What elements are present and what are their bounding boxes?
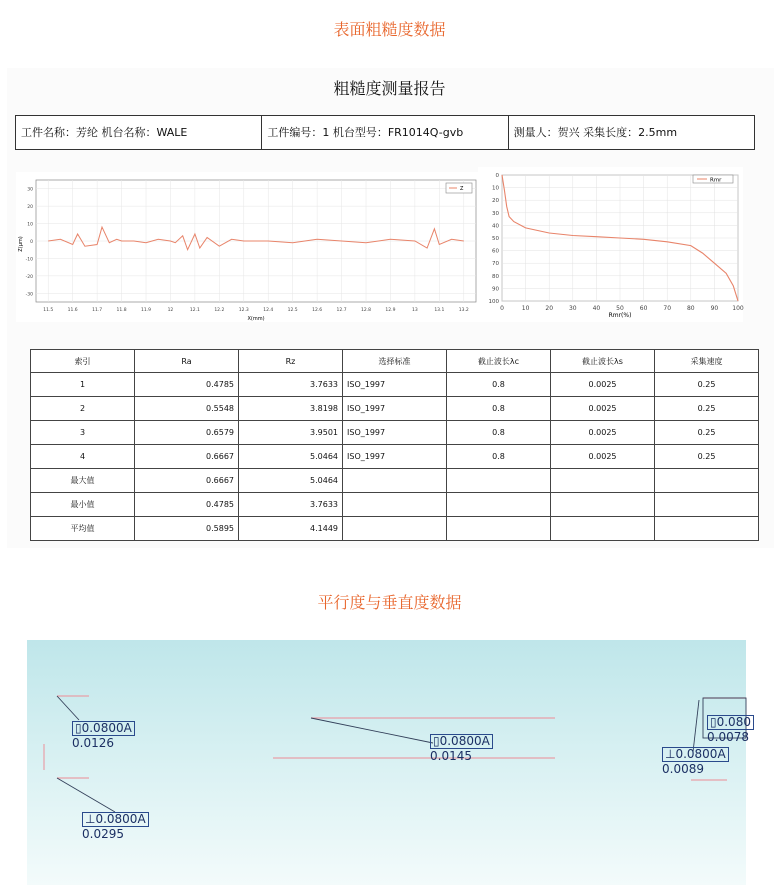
table-cell: 0.0025 <box>551 421 655 445</box>
x-tick-label: 60 <box>639 305 648 312</box>
parallelism-section-title: 平行度与垂直度数据 <box>317 593 462 612</box>
x-tick-label: 12.2 <box>214 308 225 313</box>
tolerance-label: ⊥0.0800A <box>662 747 729 762</box>
rmr-xlabel: Rmr(%) <box>608 312 632 319</box>
table-cell: 平均值 <box>31 517 135 541</box>
x-tick-label: 11.5 <box>43 308 54 313</box>
table-cell: 0.6667 <box>135 469 239 493</box>
y-tick-label: -20 <box>25 274 33 280</box>
info-workpiece-number: 工件编号：1 机台型号：FR1014Q-gvb <box>262 116 508 149</box>
profile-ylabel: Z(μm) <box>18 236 24 252</box>
roughness-section-title: 表面粗糙度数据 <box>333 20 446 39</box>
tolerance-label: ▯0.0800A <box>430 734 493 749</box>
col-standard: 选择标准 <box>343 350 447 373</box>
table-cell: 4.1449 <box>239 517 343 541</box>
y-tick-label: 0 <box>495 173 499 179</box>
col-lambda-c: 截止波长λc <box>447 350 551 373</box>
table-cell: 0.8 <box>447 397 551 421</box>
x-tick-label: 11.7 <box>92 308 103 313</box>
measured-value: 0.0078 <box>707 730 749 744</box>
table-cell: 0.5895 <box>135 517 239 541</box>
x-tick-label: 12.3 <box>238 308 249 313</box>
info-workpiece: 工件名称：芳纶 机台名称：WALE <box>16 116 262 149</box>
table-header-row <box>31 350 759 373</box>
table-cell: 2 <box>31 397 135 421</box>
table-cell <box>447 469 551 493</box>
y-tick-label: 50 <box>492 236 499 242</box>
profile-chart-svg <box>16 172 480 322</box>
table-cell <box>447 493 551 517</box>
table-cell <box>343 493 447 517</box>
table-cell <box>551 493 655 517</box>
y-tick-label: 70 <box>492 261 499 268</box>
table-cell <box>655 517 759 541</box>
y-tick-label: 60 <box>492 248 499 255</box>
table-row <box>31 493 759 517</box>
x-tick-label: 12.5 <box>287 308 298 313</box>
col-rz: Rz <box>239 350 343 373</box>
table-cell: 0.6667 <box>135 445 239 469</box>
table-cell: ISO_1997 <box>343 397 447 421</box>
table-cell: 3.7633 <box>239 373 343 397</box>
table-cell: 0.25 <box>655 445 759 469</box>
col-speed: 采集速度 <box>655 350 759 373</box>
x-tick-label: 12.8 <box>360 308 372 313</box>
table-cell: 0.0025 <box>551 445 655 469</box>
rmr-chart-svg <box>478 167 743 322</box>
table-cell <box>343 469 447 493</box>
rmr-legend: Rmr <box>710 177 722 184</box>
table-cell: 5.0464 <box>239 469 343 493</box>
x-tick-label: 11.8 <box>116 308 127 313</box>
col-ra: Ra <box>135 350 239 373</box>
table-cell: 0.25 <box>655 373 759 397</box>
y-tick-label: -10 <box>25 257 33 263</box>
x-tick-label: 11.9 <box>140 308 152 313</box>
measurement-tag-2 <box>430 734 493 764</box>
x-tick-label: 20 <box>545 305 554 312</box>
table-row <box>31 517 759 541</box>
measurement-tag-4 <box>707 715 754 745</box>
y-tick-label: 100 <box>488 299 499 305</box>
x-tick-label: 13.2 <box>458 308 469 313</box>
roughness-table <box>30 349 759 541</box>
table-row <box>31 373 759 397</box>
profile-chart <box>16 172 480 322</box>
measured-value: 0.0089 <box>662 762 704 776</box>
table-cell: 4 <box>31 445 135 469</box>
table-cell: ISO_1997 <box>343 421 447 445</box>
table-cell: 0.0025 <box>551 373 655 397</box>
photo-lines <box>27 640 746 885</box>
x-tick-label: 90 <box>710 305 719 312</box>
profile-legend: Z <box>460 186 464 192</box>
table-cell: 最小值 <box>31 493 135 517</box>
table-cell: 3.9501 <box>239 421 343 445</box>
y-tick-label: 10 <box>27 222 33 228</box>
table-cell: 1 <box>31 373 135 397</box>
table-cell: 3.8198 <box>239 397 343 421</box>
x-tick-label: 30 <box>568 305 577 312</box>
y-tick-label: 90 <box>492 286 499 293</box>
table-cell <box>551 517 655 541</box>
x-tick-label: 11.6 <box>67 308 78 313</box>
measurement-tag-5 <box>82 812 149 842</box>
table-row <box>31 445 759 469</box>
table-cell <box>447 517 551 541</box>
table-cell: 0.8 <box>447 445 551 469</box>
table-cell: ISO_1997 <box>343 445 447 469</box>
y-tick-label: 20 <box>492 198 499 205</box>
x-tick-label: 10 <box>521 305 530 312</box>
x-tick-label: 12.1 <box>189 308 200 313</box>
table-cell: 3 <box>31 421 135 445</box>
rmr-chart <box>478 167 743 322</box>
table-cell: 0.25 <box>655 397 759 421</box>
col-lambda-s: 截止波长λs <box>551 350 655 373</box>
x-tick-label: 100 <box>732 305 744 312</box>
table-cell: 5.0464 <box>239 445 343 469</box>
col-index: 索引 <box>31 350 135 373</box>
x-tick-label: 70 <box>663 305 672 312</box>
table-cell: 0.6579 <box>135 421 239 445</box>
table-cell: 0.8 <box>447 421 551 445</box>
y-tick-label: 10 <box>492 185 499 192</box>
table-cell: 0.4785 <box>135 373 239 397</box>
table-cell <box>655 493 759 517</box>
table-cell: ISO_1997 <box>343 373 447 397</box>
x-tick-label: 12.4 <box>263 308 274 313</box>
table-cell <box>343 517 447 541</box>
x-tick-label: 12.7 <box>336 308 347 313</box>
tolerance-label: ▯0.080 <box>707 715 754 730</box>
x-tick-label: 12 <box>167 308 174 313</box>
x-tick-label: 50 <box>616 305 624 312</box>
table-cell: 0.5548 <box>135 397 239 421</box>
y-tick-label: 40 <box>492 223 499 230</box>
x-tick-label: 40 <box>592 305 601 312</box>
report-title: 粗糙度测量报告 <box>333 79 446 98</box>
x-tick-label: 0 <box>500 305 504 312</box>
measurement-photo <box>27 640 751 885</box>
profile-xlabel: X(mm) <box>247 316 265 322</box>
x-tick-label: 80 <box>686 305 695 312</box>
info-measurer: 测量人：贺兴 采集长度：2.5mm <box>513 126 678 139</box>
table-cell <box>655 469 759 493</box>
y-tick-label: 30 <box>27 187 33 193</box>
x-tick-label: 12.9 <box>385 308 396 313</box>
y-tick-label: 20 <box>27 205 33 211</box>
table-cell: 0.0025 <box>551 397 655 421</box>
measured-value: 0.0145 <box>430 749 472 763</box>
measured-value: 0.0126 <box>72 736 114 750</box>
y-tick-label: 0 <box>30 240 33 245</box>
table-row <box>31 397 759 421</box>
table-cell: 3.7633 <box>239 493 343 517</box>
table-cell: 0.8 <box>447 373 551 397</box>
info-bar <box>15 115 755 150</box>
measured-value: 0.0295 <box>82 827 124 841</box>
measurement-tag-3 <box>662 747 729 777</box>
table-cell: 0.4785 <box>135 493 239 517</box>
x-tick-label: 12.6 <box>312 308 323 313</box>
y-tick-label: -30 <box>25 292 33 298</box>
table-cell: 0.25 <box>655 421 759 445</box>
measurement-tag-1 <box>72 721 135 751</box>
y-tick-label: 80 <box>492 273 499 280</box>
y-tick-label: 30 <box>492 210 499 217</box>
table-cell: 最大值 <box>31 469 135 493</box>
table-cell <box>551 469 655 493</box>
x-tick-label: 13.1 <box>434 308 445 313</box>
table-row <box>31 469 759 493</box>
tolerance-label: ⊥0.0800A <box>82 812 149 827</box>
x-tick-label: 13 <box>412 308 418 313</box>
table-row <box>31 421 759 445</box>
tolerance-label: ▯0.0800A <box>72 721 135 736</box>
